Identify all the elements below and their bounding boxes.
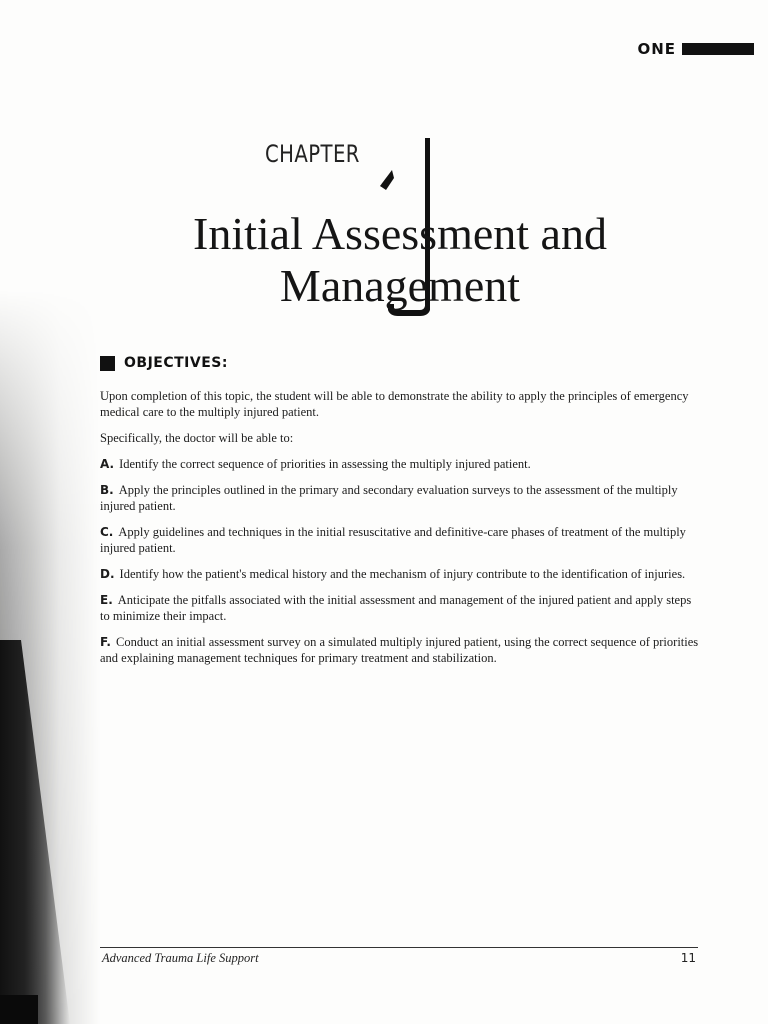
chapter-title-line-1: Initial Assessment and: [193, 208, 607, 259]
objective-text: Anticipate the pitfalls associated with the initial assessment and management of the injured patient and apply steps to minimize their impact.: [100, 593, 692, 623]
objectives-intro: Upon completion of this topic, the student will be able to demonstrate the ability to apply the principles of emergency medical care to the multiply injured patient.: [100, 389, 689, 419]
objective-letter: F.: [100, 635, 111, 649]
chapter-tab: [637, 40, 754, 58]
chapter-title: [100, 208, 700, 312]
footer-book-title: Advanced Trauma Life Support: [102, 951, 259, 965]
objective-letter: D.: [100, 567, 115, 581]
objectives-bullet-icon: [100, 356, 115, 371]
objective-text: Conduct an initial assessment survey on a simulated multiply injured patient, using the correct sequence of priorities and explaining management techniques for primary treatment and stabilization.: [100, 635, 699, 665]
chapter-title-line-2: Management: [279, 260, 521, 311]
objectives-lead: Specifically, the doctor will be able to:: [100, 431, 294, 445]
objective-letter: A.: [100, 457, 115, 471]
objective-item: [100, 592, 700, 624]
objective-letter: E.: [100, 593, 113, 607]
objective-item: [100, 524, 700, 556]
objectives-heading: [100, 355, 228, 371]
objective-text: Identify the correct sequence of priorities in assessing the multiply injured patient.: [119, 457, 531, 471]
chapter-tab-bar: [682, 43, 754, 55]
chapter-word: CHAPTER: [265, 140, 360, 168]
objectives-label: OBJECTIVES:: [124, 355, 228, 371]
objective-letter: C.: [100, 525, 114, 539]
objective-item: [100, 566, 700, 582]
objective-letter: B.: [100, 483, 114, 497]
objective-text: Identify how the patient's medical history and the mechanism of injury contribute to the identification of injuries.: [119, 567, 686, 581]
objective-text: Apply guidelines and techniques in the initial resuscitative and definitive-care phases of treatment of the multiply injured patient.: [100, 525, 686, 555]
objective-item: [100, 482, 700, 514]
objective-item: [100, 634, 700, 666]
objective-item: [100, 456, 700, 472]
footer-page-number: 11: [680, 951, 696, 965]
objective-text: Apply the principles outlined in the primary and secondary evaluation surveys to the assessment of the multiply injured patient.: [100, 483, 678, 513]
footer-rule: [100, 947, 698, 948]
scan-corner-block: [0, 995, 38, 1024]
objectives-content: [100, 388, 700, 676]
chapter-tab-label: ONE: [637, 40, 676, 58]
